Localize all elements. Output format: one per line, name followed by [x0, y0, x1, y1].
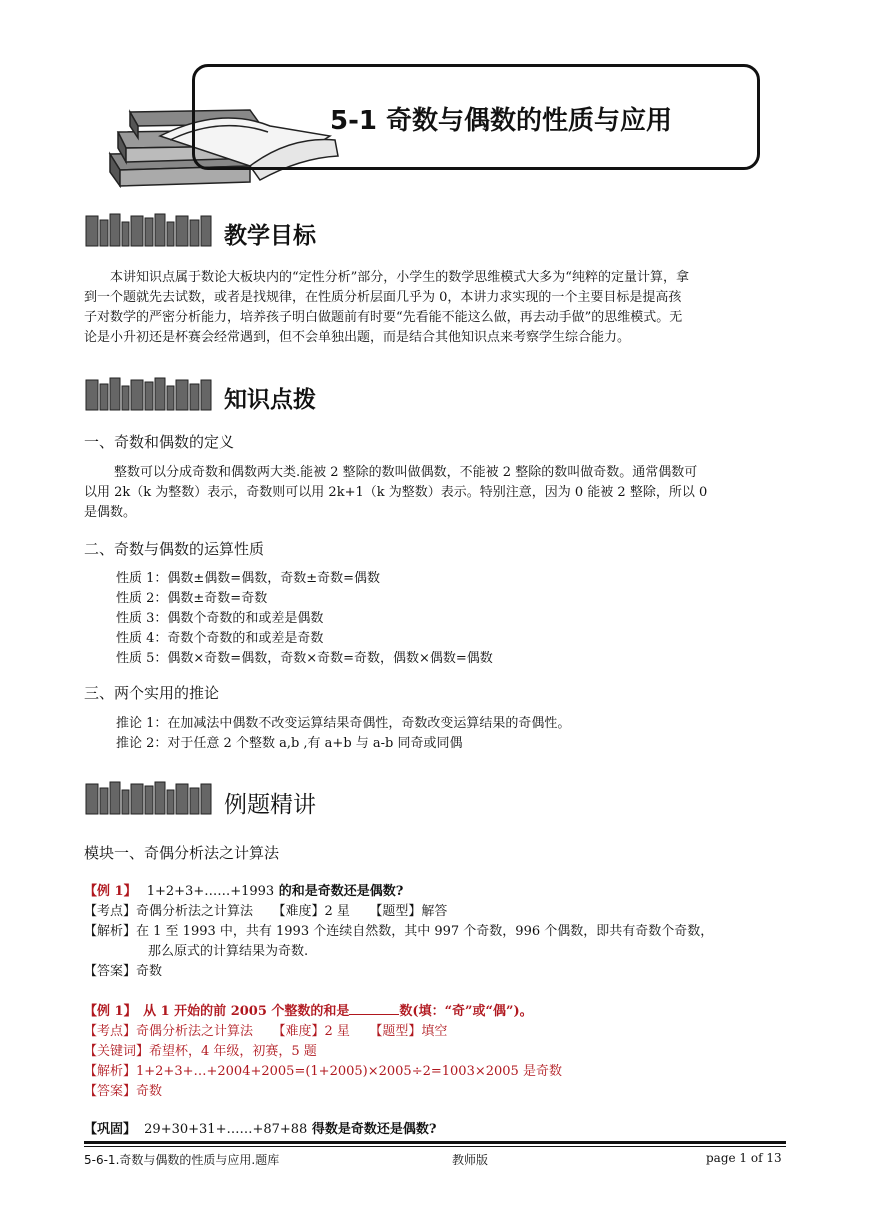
part1-line: 以用 2k（k 为整数）表示，奇数则可以用 2k+1（k 为整数）表示。特别注意，因为 0 能被 2 整除，所以 0	[84, 485, 708, 500]
consolidate-text: 得数是奇数还是偶数?	[307, 1122, 437, 1137]
goal-line: 本讲知识点属于数论大板块内的“定性分析”部分，小学生的数学思维模式大多为“纯粹的定量计算，拿	[110, 270, 689, 285]
module1-heading: 模块一、奇偶分析法之计算法	[84, 844, 280, 862]
part3-body	[116, 714, 570, 754]
bookshelf-icon	[84, 780, 214, 816]
section-teaching-goal: 教学目标	[224, 223, 316, 249]
example1-question	[84, 882, 788, 902]
part1-line: 是偶数。	[84, 505, 137, 520]
example1	[84, 882, 788, 982]
answer-blank	[349, 1002, 399, 1015]
example-tag: 【例 1】	[84, 884, 137, 899]
footer-left: 5-6-1.奇数与偶数的性质与应用.题库	[84, 1153, 280, 1167]
property-line: 性质 5：偶数×奇数=偶数，奇数×奇数=奇数，偶数×偶数=偶数	[116, 651, 493, 666]
example2-keyword: 【关键词】希望杯，4 年级，初赛，5 题	[84, 1044, 317, 1059]
consolidate-question	[84, 1120, 437, 1140]
section-knowledge: 知识点拨	[224, 387, 316, 413]
goal-line: 子对数学的严密分析能力，培养孩子明白做题前有时要“先看能不能这么做，再去动手做”的思维模式。无	[84, 310, 683, 325]
example1-math: 1+2+3+……+1993	[146, 884, 275, 899]
goal-paragraph	[84, 268, 788, 348]
corollary-line: 推论 2：对于任意 2 个整数 a,b ,有 a+b 与 a-b 同奇或同偶	[116, 736, 463, 751]
property-line: 性质 4：奇数个奇数的和或差是奇数	[116, 631, 324, 646]
footer-rule-thin	[84, 1146, 786, 1147]
goal-line: 到一个题就先去试数，或者是找规律，在性质分析层面几乎为 0，本讲力求实现的一个主要目标是提高孩	[84, 290, 682, 305]
corollary-line: 推论 1：在加减法中偶数不改变运算结果奇偶性，奇数改变运算结果的奇偶性。	[116, 716, 571, 731]
example1-answer: 【答案】奇数	[84, 964, 163, 979]
section-examples: 例题精讲	[224, 792, 316, 818]
page-title: 5-1 奇数与偶数的性质与应用	[330, 106, 673, 136]
example2-answer: 【答案】奇数	[84, 1084, 163, 1099]
example2-question-a: 从 1 开始的前 2005 个整数的和是	[130, 1004, 350, 1019]
example1-kaodian: 【考点】奇偶分析法之计算法 【难度】2 星 【题型】解答	[84, 904, 448, 919]
footer-center: 教师版	[452, 1153, 489, 1167]
property-line: 性质 1：偶数±偶数=偶数，奇数±奇数=偶数	[116, 571, 380, 586]
example1-jiexi: 【解析】在 1 至 1993 中，共有 1993 个连续自然数，其中 997 个奇数，996 个偶数，即共有奇数个奇数，	[84, 924, 714, 939]
part1-heading: 一、奇数和偶数的定义	[84, 433, 235, 451]
bookshelf-icon	[84, 212, 214, 248]
part3-heading: 三、两个实用的推论	[84, 684, 220, 702]
consolidate-math: 29+30+31+……+87+88	[144, 1122, 308, 1137]
example2-jiexi: 【解析】1+2+3+…+2004+2005=(1+2005)×2005÷2=1003×2005 是奇数	[84, 1064, 562, 1079]
part2-heading: 二、奇数与偶数的运算性质	[84, 540, 265, 558]
footer-right: page 1 of 13	[706, 1151, 782, 1165]
property-line: 性质 3：偶数个奇数的和或差是偶数	[116, 611, 324, 626]
property-line: 性质 2：偶数±奇数=奇数	[116, 591, 268, 606]
example2-kaodian: 【考点】奇偶分析法之计算法 【难度】2 星 【题型】填空	[84, 1024, 448, 1039]
consolidate-tag: 【巩固】	[84, 1122, 137, 1137]
example2	[84, 1002, 788, 1102]
example1-jiexi-cont: 那么原式的计算结果为奇数.	[148, 944, 309, 959]
goal-line: 论是小升初还是杯赛会经常遇到，但不会单独出题，而是结合其他知识点来考察学生综合能力。	[84, 330, 631, 345]
part2-props	[116, 569, 493, 669]
part1-line: 整数可以分成奇数和偶数两大类.能被 2 整除的数叫做偶数，不能被 2 整除的数叫做奇数。通常偶数可	[114, 465, 698, 480]
bookshelf-icon	[84, 376, 214, 412]
example2-question	[84, 1002, 788, 1022]
part1-body	[84, 463, 788, 523]
example2-question-b: 数(填：“奇”或“偶”)。	[399, 1004, 533, 1019]
example-tag: 【例 1】	[84, 1004, 131, 1019]
example1-question-text: 的和是奇数还是偶数?	[274, 884, 404, 899]
footer-rule	[84, 1141, 786, 1144]
